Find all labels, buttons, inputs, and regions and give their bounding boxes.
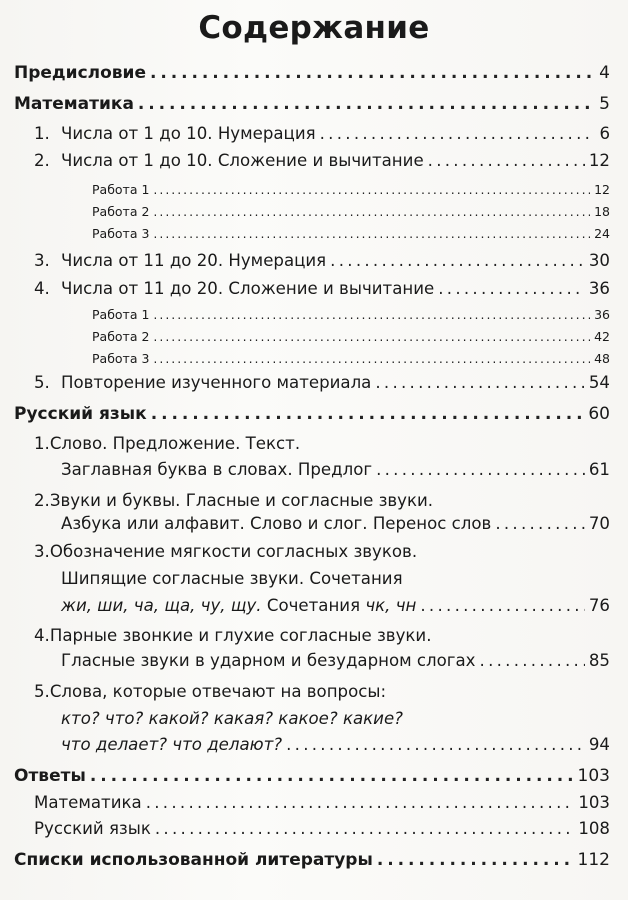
toc-number: 1. bbox=[34, 434, 50, 453]
toc-page: 5 bbox=[599, 94, 610, 114]
dot-leader bbox=[153, 201, 590, 223]
toc-entry-math[interactable] bbox=[0, 93, 610, 115]
toc-page: 61 bbox=[588, 460, 610, 479]
dot-leader bbox=[480, 650, 585, 672]
toc-label: Заглавная буква в словах. Предлог bbox=[61, 460, 373, 479]
toc-entry-russian-1[interactable] bbox=[0, 459, 610, 481]
toc-label: Работа 1 bbox=[92, 182, 150, 197]
toc-label: Математика bbox=[14, 94, 134, 114]
toc-page: 108 bbox=[578, 819, 610, 838]
toc-label: Числа от 1 до 10. Сложение и вычитание bbox=[61, 151, 424, 170]
toc-number: 5. bbox=[34, 373, 50, 392]
toc-page: 4 bbox=[599, 63, 610, 83]
dot-leader bbox=[420, 595, 585, 617]
toc-number: 1. bbox=[34, 124, 50, 143]
toc-entry-literature[interactable] bbox=[0, 849, 610, 871]
toc-label: Звуки и буквы. Гласные и согласные звуки. bbox=[49, 491, 434, 510]
dot-leader bbox=[150, 62, 595, 84]
toc-entry-answers-math[interactable] bbox=[0, 792, 610, 814]
toc-label: Числа от 11 до 20. Сложение и вычитание bbox=[61, 279, 435, 298]
toc-number: 4. bbox=[34, 626, 50, 645]
dot-leader bbox=[153, 348, 590, 370]
dot-leader bbox=[90, 765, 574, 787]
toc-page: 42 bbox=[594, 329, 610, 344]
toc-label: Работа 3 bbox=[92, 351, 150, 366]
dot-leader bbox=[286, 734, 585, 756]
toc-page: 103 bbox=[577, 766, 610, 786]
toc-entry-russian-3[interactable] bbox=[0, 595, 610, 617]
dot-leader bbox=[428, 150, 585, 172]
toc-label: Парные звонкие и глухие согласные звуки. bbox=[49, 626, 432, 645]
toc-entry-answers-russian[interactable] bbox=[0, 818, 610, 840]
toc-label: Предисловие bbox=[14, 63, 146, 83]
toc-entry-math-3[interactable] bbox=[0, 250, 610, 272]
toc-page: 18 bbox=[594, 204, 610, 219]
toc-page: 36 bbox=[588, 279, 610, 298]
toc-entry-math-2-work-1[interactable] bbox=[0, 179, 610, 201]
toc-number: 2. bbox=[34, 491, 50, 510]
toc-entry-russian-2-line1 bbox=[34, 490, 433, 512]
toc-entry-russian-4-line1 bbox=[34, 625, 431, 647]
toc-number: 2. bbox=[34, 151, 50, 170]
toc-label: Математика bbox=[34, 793, 142, 812]
dot-leader bbox=[153, 326, 590, 348]
toc-label: Работа 2 bbox=[92, 329, 150, 344]
toc-number: 3. bbox=[34, 251, 50, 270]
toc-entry-math-5[interactable] bbox=[0, 372, 610, 394]
dot-leader bbox=[153, 179, 590, 201]
toc-entry-russian-2[interactable] bbox=[0, 513, 610, 535]
toc-page: 12 bbox=[588, 151, 610, 170]
toc-entry-russian-4[interactable] bbox=[0, 650, 610, 672]
toc-entry-math-2-work-2[interactable] bbox=[0, 201, 610, 223]
toc-entry-math-4-work-2[interactable] bbox=[0, 326, 610, 348]
toc-label: Азбука или алфавит. Слово и слог. Перенос слов bbox=[61, 514, 492, 533]
dot-leader bbox=[320, 123, 596, 145]
dot-leader bbox=[151, 403, 585, 425]
dot-leader bbox=[138, 93, 595, 115]
toc-page: 103 bbox=[578, 793, 610, 812]
toc-page: 36 bbox=[594, 307, 610, 322]
toc-label: Русский язык bbox=[14, 404, 147, 424]
toc-label: Работа 2 bbox=[92, 204, 150, 219]
dot-leader bbox=[376, 459, 585, 481]
dot-leader bbox=[330, 250, 585, 272]
toc-label-italic: жи, ши, ча, ща, чу, щу. bbox=[61, 596, 262, 615]
toc-number: 3. bbox=[34, 542, 50, 561]
toc-entry-russian-5-line1 bbox=[34, 681, 386, 703]
toc-page: 12 bbox=[594, 182, 610, 197]
toc-label: Повторение изученного материала bbox=[61, 373, 372, 392]
toc-page: 48 bbox=[594, 351, 610, 366]
dot-leader bbox=[153, 304, 590, 326]
toc-label: Слово. Предложение. Текст. bbox=[49, 434, 301, 453]
dot-leader bbox=[377, 849, 574, 871]
dot-leader bbox=[495, 513, 585, 535]
toc-page: 60 bbox=[588, 404, 610, 424]
toc-label: Обозначение мягкости согласных звуков. bbox=[49, 542, 418, 561]
toc-entry-russian-1-line1 bbox=[34, 433, 300, 455]
dot-leader bbox=[153, 223, 590, 245]
toc-label: Сочетания bbox=[261, 596, 366, 615]
toc-entry-russian[interactable] bbox=[0, 403, 610, 425]
toc-entry-russian-5[interactable] bbox=[0, 734, 610, 756]
toc-entry-math-4[interactable] bbox=[0, 278, 610, 300]
toc-page: 70 bbox=[588, 514, 610, 533]
dot-leader bbox=[375, 372, 585, 394]
dot-leader bbox=[146, 792, 575, 814]
toc-entry-math-4-work-3[interactable] bbox=[0, 348, 610, 370]
toc-page: 6 bbox=[599, 124, 610, 143]
toc-label: Работа 1 bbox=[92, 307, 150, 322]
toc-page: 24 bbox=[594, 226, 610, 241]
dot-leader bbox=[155, 818, 574, 840]
toc-entry-preface[interactable] bbox=[0, 62, 610, 84]
toc-label: Числа от 1 до 10. Нумерация bbox=[61, 124, 316, 143]
toc-label: Числа от 11 до 20. Нумерация bbox=[61, 251, 327, 270]
toc-label: Гласные звуки в ударном и безударном слогах bbox=[61, 651, 476, 670]
toc-label-italic: что делает? что делают? bbox=[61, 735, 283, 754]
toc-entry-russian-3-line2: Шипящие согласные звуки. Сочетания bbox=[61, 569, 403, 588]
toc-label: Ответы bbox=[14, 766, 86, 786]
toc-page: 112 bbox=[577, 850, 610, 870]
toc-number: 5. bbox=[34, 682, 50, 701]
toc-label-italic: чк, чн bbox=[365, 596, 417, 615]
toc-label: Работа 3 bbox=[92, 226, 150, 241]
toc-entry-math-2[interactable] bbox=[0, 150, 610, 172]
toc-page: 54 bbox=[588, 373, 610, 392]
toc-number: 4. bbox=[34, 279, 50, 298]
toc-label: Слова, которые отвечают на вопросы: bbox=[49, 682, 387, 701]
toc-entry-answers[interactable] bbox=[0, 765, 610, 787]
toc-entry-russian-3-line1 bbox=[34, 541, 417, 563]
toc-entry-russian-5-line2: кто? что? какой? какая? какое? какие? bbox=[61, 709, 403, 728]
toc-entry-math-1[interactable] bbox=[0, 123, 610, 145]
toc-label: Списки использованной литературы bbox=[14, 850, 373, 870]
toc-entry-math-2-work-3[interactable] bbox=[0, 223, 610, 245]
page-title: Содержание bbox=[198, 10, 430, 46]
toc-page: 94 bbox=[588, 735, 610, 754]
toc-page: 85 bbox=[588, 651, 610, 670]
toc-entry-math-4-work-1[interactable] bbox=[0, 304, 610, 326]
dot-leader bbox=[438, 278, 585, 300]
toc-label: Русский язык bbox=[34, 819, 151, 838]
toc-page: 30 bbox=[588, 251, 610, 270]
toc-page: 76 bbox=[588, 596, 610, 615]
